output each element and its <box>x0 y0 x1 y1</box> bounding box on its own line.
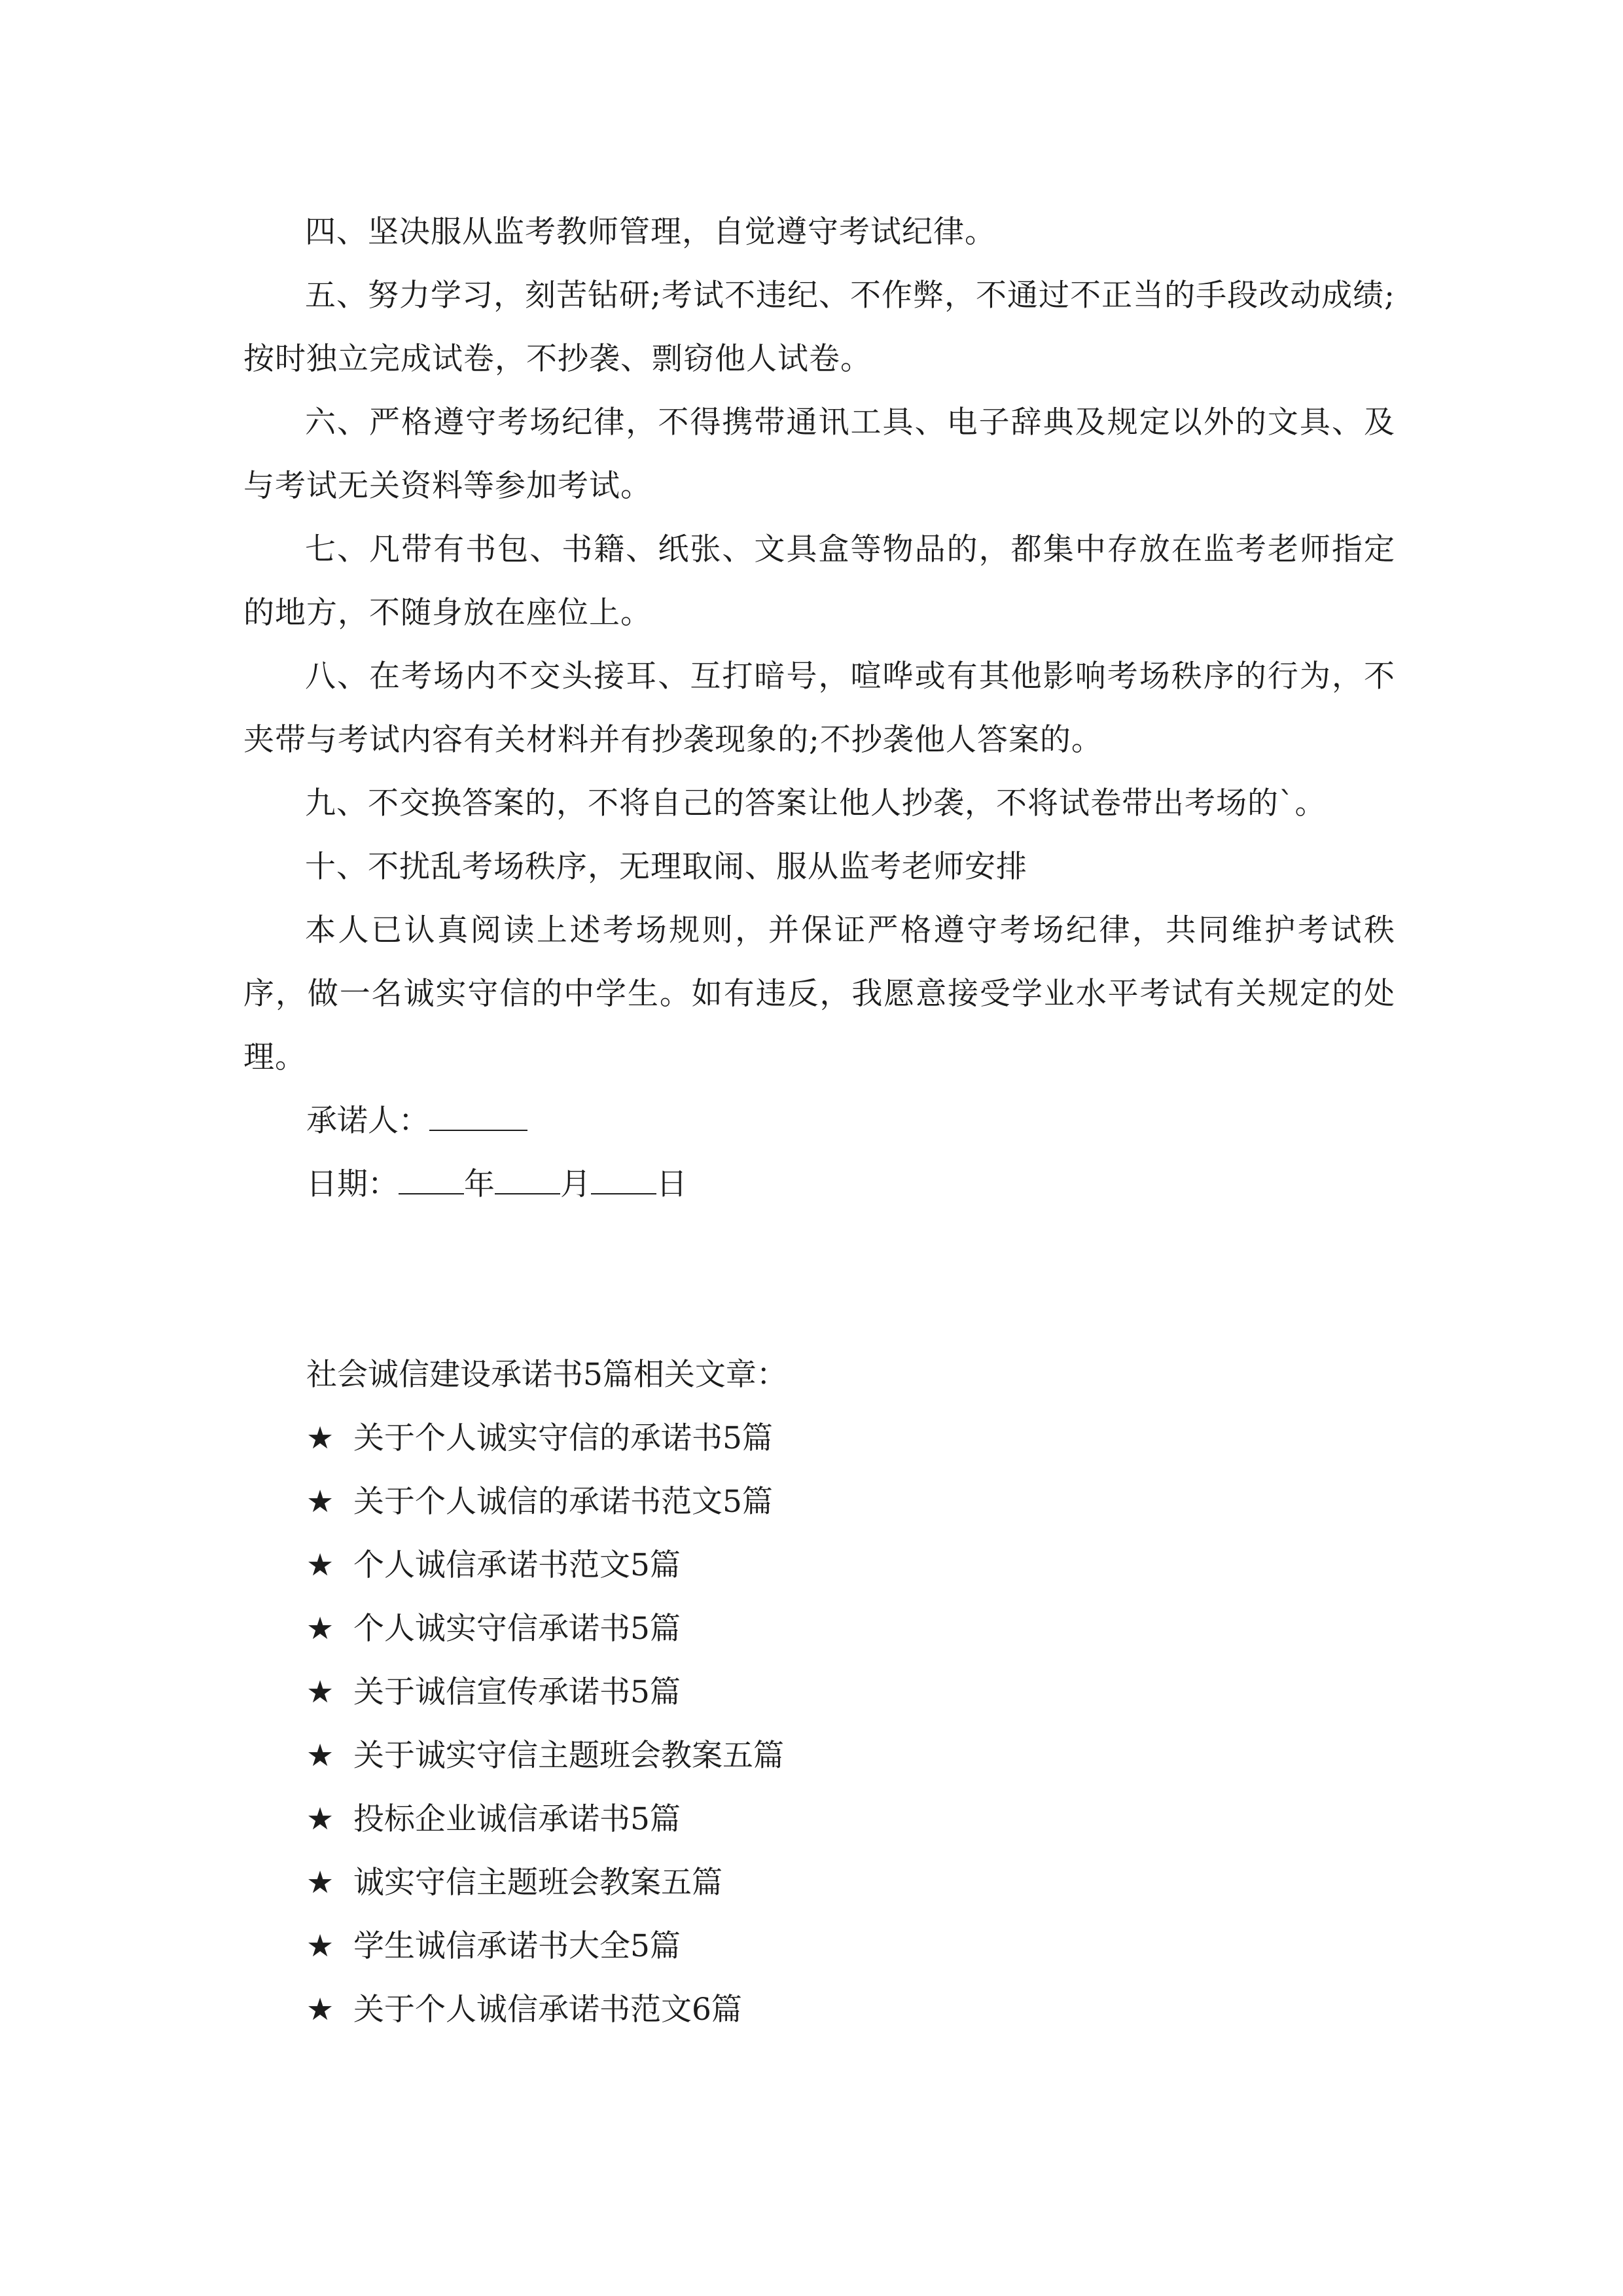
related-article-item[interactable] <box>243 1787 1395 1851</box>
related-article-link[interactable]: 关于诚实守信主题班会教案五篇 <box>353 1738 784 1774</box>
star-icon: ★ <box>306 1611 334 1647</box>
rule-paragraph-6: 六、严格遵守考场纪律，不得携带通讯工具、电子辞典及规定以外的文具、及与考试无关资料等参加考试。 <box>243 404 1395 504</box>
rule-paragraph-8: 八、在考场内不交头接耳、互打暗号，喧哗或有其他影响考场秩序的行为，不夹带与考试内容有关材料并有抄袭现象的;不抄袭他人答案的。 <box>243 658 1395 758</box>
related-article-item[interactable] <box>243 1534 1395 1597</box>
rule-paragraph-7: 七、凡带有书包、书籍、纸张、文具盒等物品的，都集中存放在监考老师指定的地方，不随身放在座位上。 <box>243 531 1395 631</box>
signature-blank <box>429 1103 527 1131</box>
related-article-link[interactable]: 个人诚信承诺书范文5篇 <box>353 1547 681 1583</box>
star-icon: ★ <box>306 1928 334 1964</box>
rule-paragraph-10: 十、不扰乱考场秩序，无理取闹、服从监考老师安排 <box>305 849 1027 885</box>
rule-paragraph-4: 四、坚决服从监考教师管理，自觉遵守考试纪律。 <box>305 214 996 250</box>
related-article-item[interactable] <box>243 1978 1395 2041</box>
related-article-item[interactable] <box>243 1597 1395 1660</box>
related-article-link[interactable]: 诚实守信主题班会教案五篇 <box>353 1865 722 1901</box>
star-icon: ★ <box>306 1484 334 1520</box>
related-article-item[interactable] <box>243 1724 1395 1787</box>
rule-paragraph-9: 九、不交换答案的，不将自己的答案让他人抄袭，不将试卷带出考场的`。 <box>305 785 1327 821</box>
month-label: 月 <box>560 1166 591 1202</box>
month-blank <box>495 1167 560 1194</box>
related-article-item[interactable] <box>243 1914 1395 1978</box>
related-article-link[interactable]: 关于个人诚信承诺书范文6篇 <box>353 1992 742 2028</box>
related-article-link[interactable]: 关于个人诚信的承诺书范文5篇 <box>353 1484 773 1520</box>
related-article-link[interactable]: 个人诚实守信承诺书5篇 <box>353 1611 681 1647</box>
star-icon: ★ <box>306 1547 334 1583</box>
year-label: 年 <box>464 1166 495 1202</box>
related-article-item[interactable] <box>243 1470 1395 1534</box>
date-label: 日期： <box>306 1166 399 1202</box>
related-article-link[interactable]: 关于个人诚实守信的承诺书5篇 <box>353 1420 773 1456</box>
related-article-item[interactable] <box>243 1407 1395 1470</box>
year-blank <box>399 1167 464 1194</box>
star-icon: ★ <box>306 1674 334 1710</box>
day-blank <box>591 1167 656 1194</box>
star-icon: ★ <box>306 1420 334 1456</box>
star-icon: ★ <box>306 1738 334 1774</box>
section-gap <box>243 1216 1395 1343</box>
star-icon: ★ <box>306 1865 334 1901</box>
document-body <box>243 200 1395 2041</box>
star-icon: ★ <box>306 1801 334 1837</box>
signature-label: 承诺人： <box>306 1103 429 1139</box>
day-label: 日 <box>656 1166 687 1202</box>
related-article-item[interactable] <box>243 1660 1395 1724</box>
signature-line <box>243 1089 1395 1153</box>
pledge-statement: 本人已认真阅读上述考场规则，并保证严格遵守考场纪律，共同维护考试秩序，做一名诚实守信的中学生。如有违反，我愿意接受学业水平考试有关规定的处理。 <box>243 912 1395 1075</box>
related-article-item[interactable] <box>243 1851 1395 1914</box>
related-articles-list <box>243 1407 1395 2041</box>
related-article-link[interactable]: 关于诚信宣传承诺书5篇 <box>353 1674 681 1710</box>
date-line <box>243 1153 1395 1216</box>
related-article-link[interactable]: 投标企业诚信承诺书5篇 <box>353 1801 681 1837</box>
related-articles-title: 社会诚信建设承诺书5篇相关文章： <box>306 1357 787 1393</box>
related-article-link[interactable]: 学生诚信承诺书大全5篇 <box>353 1928 681 1964</box>
rule-paragraph-5: 五、努力学习，刻苦钻研;考试不违纪、不作弊，不通过不正当的手段改动成绩;按时独立完成试卷，不抄袭、剽窃他人试卷。 <box>243 278 1395 377</box>
star-icon: ★ <box>306 1992 334 2028</box>
